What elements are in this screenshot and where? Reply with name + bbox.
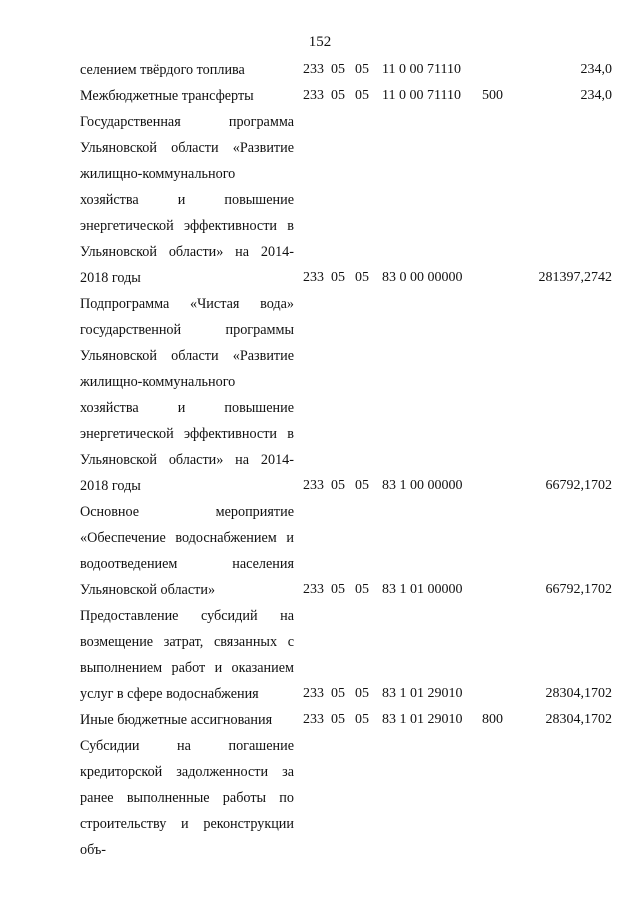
amount: 28304,1702 <box>545 686 612 701</box>
target-code: 83 1 01 29010 <box>382 712 463 727</box>
target-code: 83 1 01 00000 <box>382 582 463 597</box>
subsection-code: 05 <box>355 712 369 727</box>
section-code: 05 <box>331 478 345 493</box>
target-code: 83 1 00 00000 <box>382 478 463 493</box>
table-row <box>80 499 612 603</box>
budget-table <box>80 57 612 863</box>
row-name: Основное мероприятие «Обеспечение водоснабжением и водоотведением населения Ульяновской области» <box>80 504 294 598</box>
ministry-code: 233 <box>303 686 324 701</box>
amount: 66792,1702 <box>545 582 612 597</box>
expense-type-code: 500 <box>482 88 503 103</box>
row-name: Иные бюджетные ассигнования <box>80 712 273 728</box>
target-code: 83 1 01 29010 <box>382 686 463 701</box>
section-code: 05 <box>331 712 345 727</box>
amount: 66792,1702 <box>545 478 612 493</box>
subsection-code: 05 <box>355 582 369 597</box>
row-name: Предоставление субсидий на возмещение затрат, связанных с выполнением работ и оказанием услуг в сфере водоснабжения <box>80 608 294 702</box>
section-code: 05 <box>331 270 345 285</box>
amount: 234,0 <box>580 88 612 103</box>
table-row <box>80 603 612 707</box>
amount: 281397,2742 <box>538 270 612 285</box>
subsection-code: 05 <box>355 686 369 701</box>
page-number: 152 <box>308 34 332 50</box>
ministry-code: 233 <box>303 62 324 77</box>
section-code: 05 <box>331 582 345 597</box>
table-row <box>80 733 612 863</box>
section-code: 05 <box>331 62 345 77</box>
amount: 234,0 <box>580 62 612 77</box>
target-code: 83 0 00 00000 <box>382 270 463 285</box>
table-row <box>80 57 612 83</box>
subsection-code: 05 <box>355 270 369 285</box>
ministry-code: 233 <box>303 582 324 597</box>
subsection-code: 05 <box>355 478 369 493</box>
expense-type-code: 800 <box>482 712 503 727</box>
section-code: 05 <box>331 686 345 701</box>
ministry-code: 233 <box>303 712 324 727</box>
target-code: 11 0 00 71110 <box>382 62 461 77</box>
ministry-code: 233 <box>303 88 324 103</box>
row-name: Межбюджетные трансферты <box>80 88 254 104</box>
row-name: Субсидии на погашение кредиторской задолженности за ранее выполненные работы по строительству и реконструкции объ- <box>80 738 294 858</box>
table-row <box>80 707 612 733</box>
table-row <box>80 83 612 109</box>
subsection-code: 05 <box>355 62 369 77</box>
section-code: 05 <box>331 88 345 103</box>
ministry-code: 233 <box>303 270 324 285</box>
target-code: 11 0 00 71110 <box>382 88 461 103</box>
row-name: Государственная программа Ульяновской области «Развитие жилищно-коммунального хозяйства и повышение энергетической эффективности в Ульяновской области» на 2014-2018 годы <box>80 114 294 286</box>
ministry-code: 233 <box>303 478 324 493</box>
table-row <box>80 291 612 499</box>
subsection-code: 05 <box>355 88 369 103</box>
amount: 28304,1702 <box>545 712 612 727</box>
row-name: Подпрограмма «Чистая вода» государственной программы Ульяновской области «Развитие жилищно-коммунального хозяйства и повышение энергетической эффективности в Ульяновской области» на 2014-2018 годы <box>80 296 294 494</box>
row-name: селением твёрдого топлива <box>80 62 245 78</box>
table-row <box>80 109 612 291</box>
